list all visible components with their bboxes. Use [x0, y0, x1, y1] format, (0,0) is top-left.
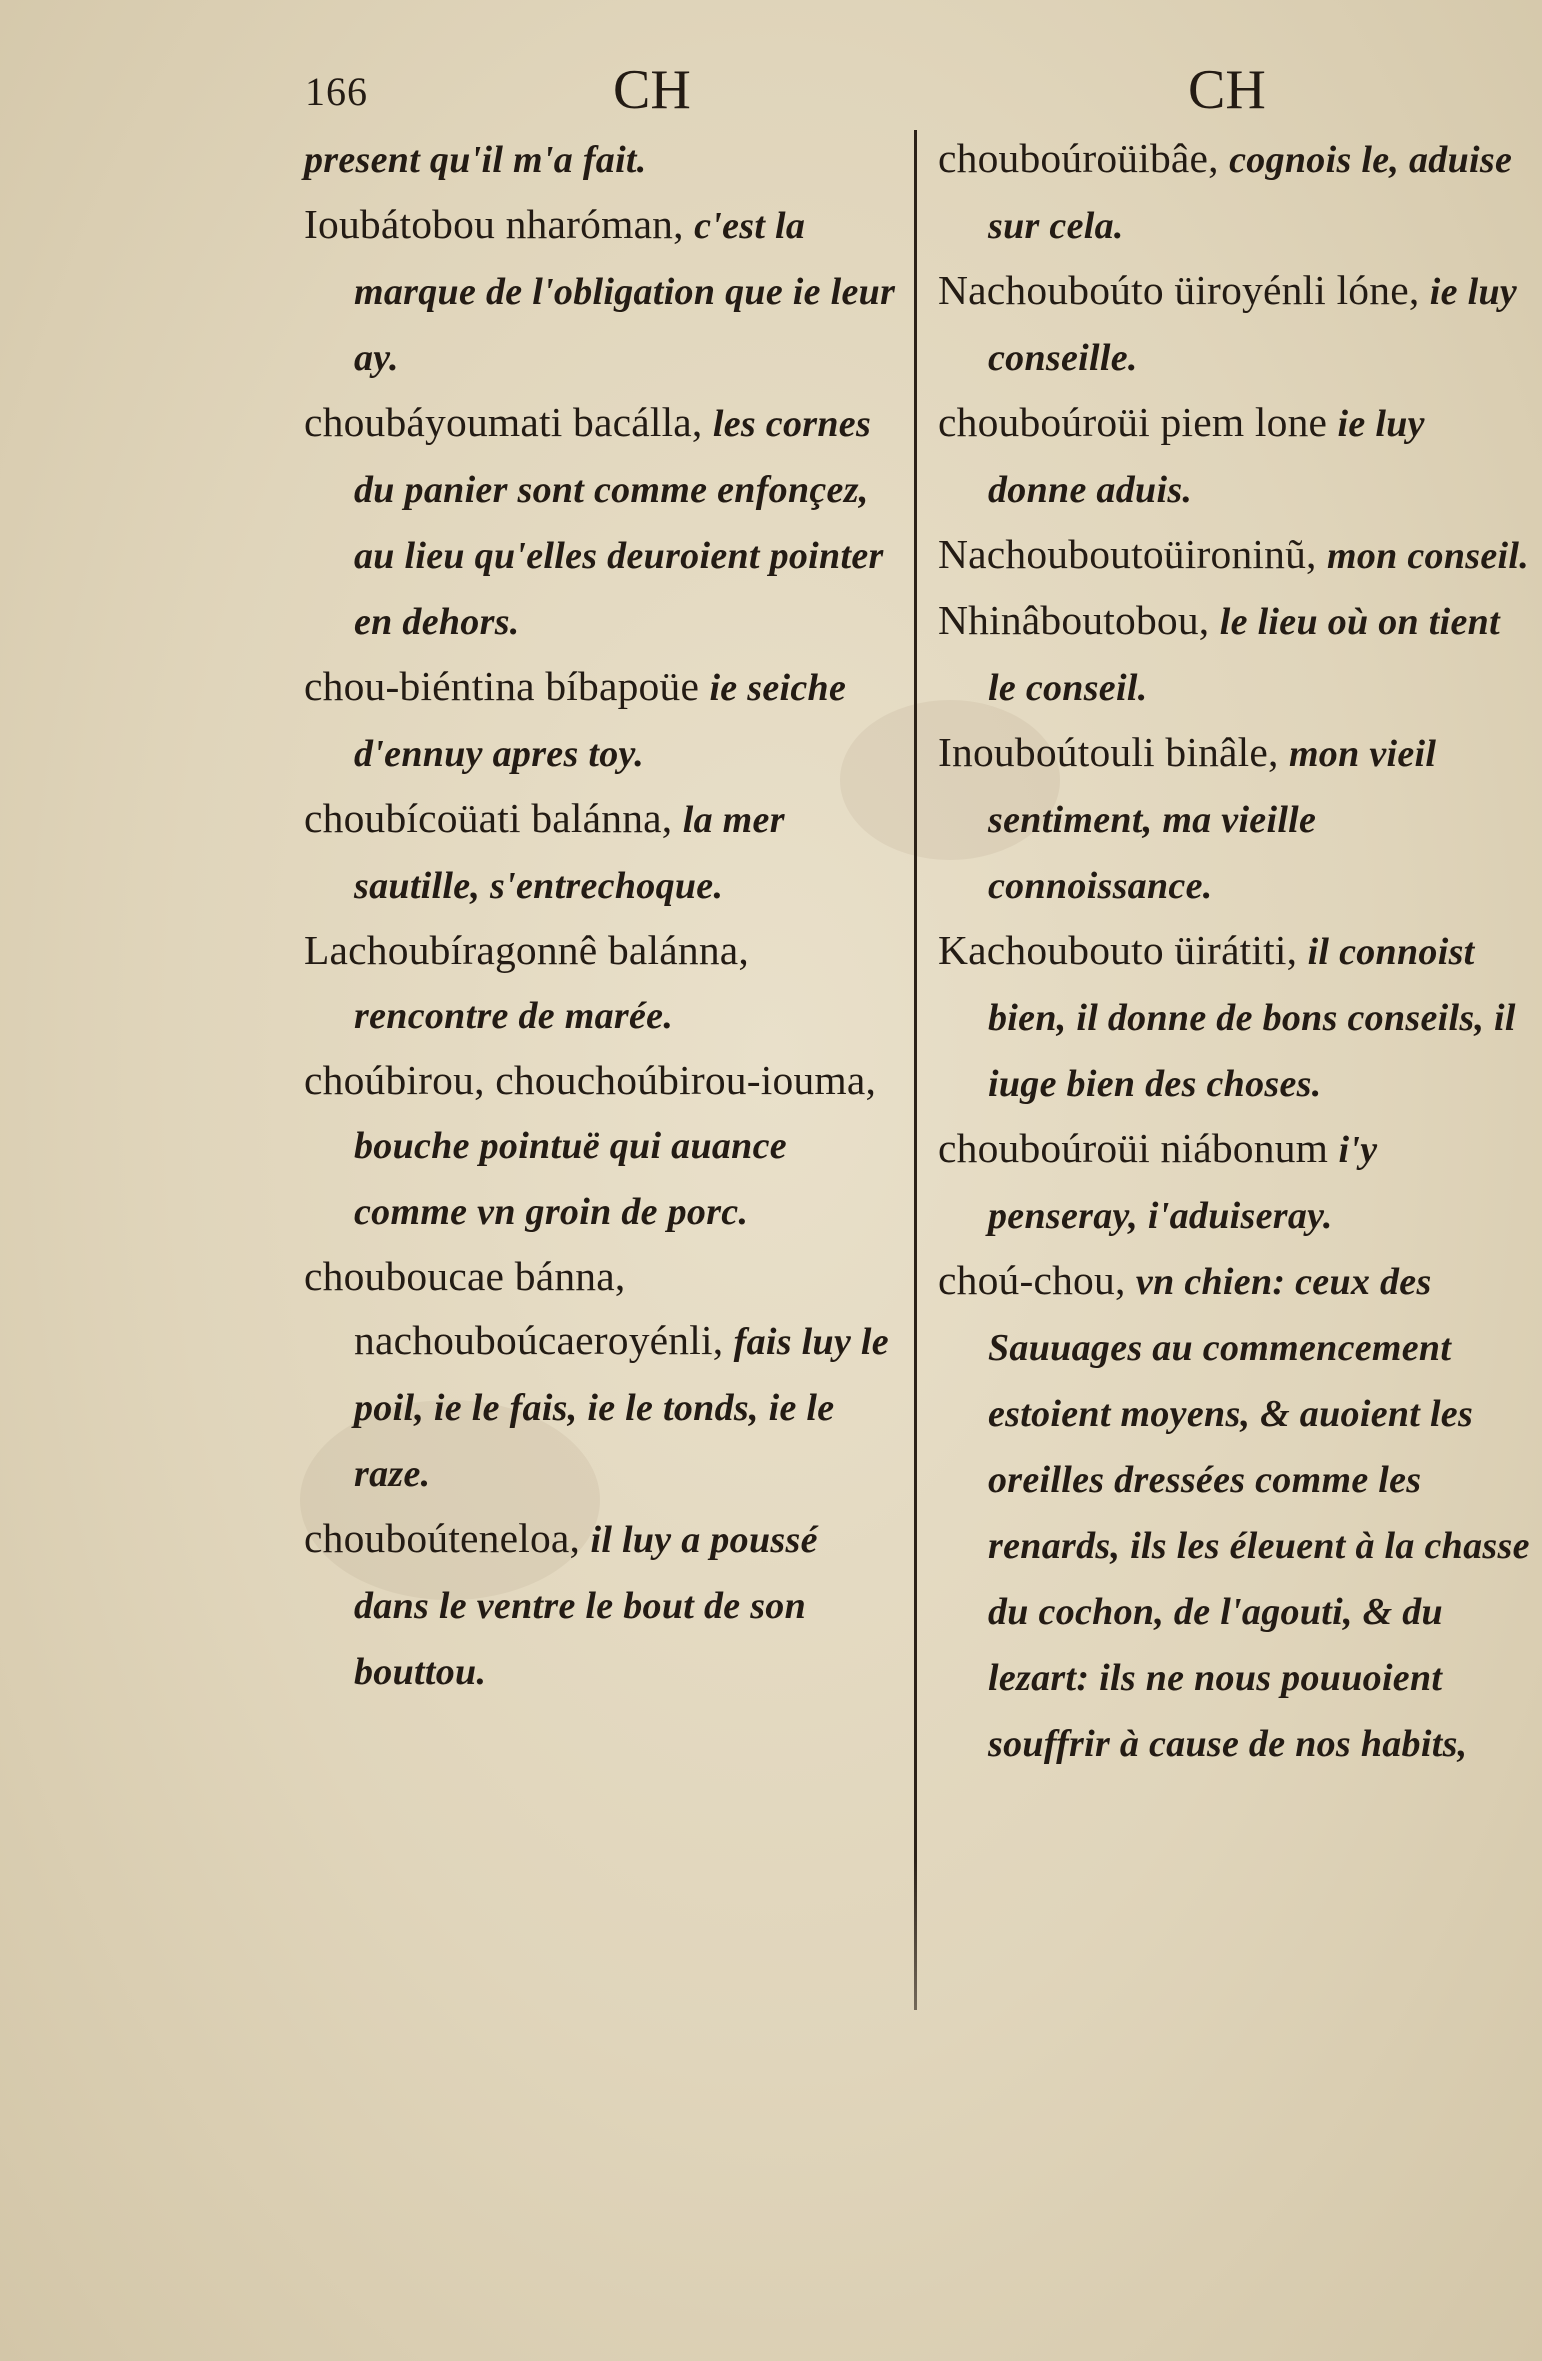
entry-headword: chouboúroüi niábonum — [938, 1125, 1329, 1171]
entry-gloss: cognois le, aduise sur cela. — [988, 139, 1513, 247]
entry-gloss: la mer sautille, s'entrechoque. — [354, 799, 785, 907]
entry-gloss: ie seiche d'ennuy apres toy. — [354, 667, 847, 775]
entry-gloss: le lieu où on tient le conseil. — [988, 601, 1500, 709]
dictionary-entry — [304, 918, 900, 1048]
running-head-left: CH — [613, 59, 691, 121]
entry-headword: Inouboútouli binâle, — [938, 729, 1279, 775]
page-header — [0, 52, 1542, 122]
dictionary-entry — [938, 1248, 1530, 1776]
entry-headword: chouboúteneloa, — [304, 1515, 581, 1561]
entry-gloss: rencontre de marée. — [354, 995, 674, 1037]
entry-gloss: present qu'il m'a fait. — [304, 139, 647, 181]
entry-headword: choubáyoumati bacálla, — [304, 399, 703, 445]
dictionary-entry — [938, 126, 1530, 258]
dictionary-entry — [304, 1506, 900, 1704]
dictionary-entry — [938, 258, 1530, 390]
page-number: 166 — [305, 69, 368, 114]
entry-gloss: les cornes du panier sont comme enfonçez, au lieu qu'elles deuroient pointer en dehors. — [354, 403, 884, 643]
entry-gloss: bouche pointuë qui auance comme vn groin de porc. — [354, 1125, 787, 1233]
dictionary-entry — [938, 522, 1530, 588]
entry-gloss: i'y penseray, i'aduiseray. — [988, 1129, 1378, 1237]
entry-gloss: c'est la marque de l'obligation que ie leur ay. — [354, 205, 896, 379]
entry-gloss: mon conseil. — [1326, 535, 1530, 577]
dictionary-entry — [938, 1116, 1530, 1248]
dictionary-entry — [304, 1244, 900, 1506]
entry-gloss: ie luy donne aduis. — [988, 403, 1425, 511]
entry-headword: Nhinâboutobou, — [938, 597, 1210, 643]
entry-headword: choubícoüati balánna, — [304, 795, 673, 841]
dictionary-entry — [938, 588, 1530, 720]
dictionary-entry — [304, 1048, 900, 1244]
dictionary-entry — [304, 654, 900, 786]
entry-headword: Nachouboutoüironinũ, — [938, 531, 1317, 577]
entry-gloss: ie luy conseille. — [988, 271, 1518, 379]
entry-gloss: il luy a poussé dans le ventre le bout de son bouttou. — [354, 1519, 818, 1693]
dictionary-entry — [304, 786, 900, 918]
entry-headword: choúbirou, chouchoúbirou-iouma, — [304, 1057, 877, 1103]
dictionary-entry — [938, 918, 1530, 1116]
entry-headword: Lachoubíragonnê balánna, — [304, 927, 749, 973]
entry-headword: chouboúroüibâe, — [938, 135, 1219, 181]
entry-headword: chouboucae bánna, nachouboúcaeroyénli, — [304, 1253, 724, 1363]
left-column — [304, 126, 900, 1704]
entry-headword: Kachoubouto üirátiti, — [938, 927, 1298, 973]
entry-headword: Nachouboúto üiroyénli lóne, — [938, 267, 1420, 313]
entry-headword: chou-biéntina bíbapoüe — [304, 663, 700, 709]
dictionary-entry — [938, 720, 1530, 918]
right-column — [938, 126, 1530, 1776]
dictionary-entry — [938, 390, 1530, 522]
running-head-right: CH — [1188, 59, 1266, 121]
dictionary-entry — [304, 192, 900, 390]
entry-headword: choú-chou, — [938, 1257, 1126, 1303]
column-divider — [914, 130, 917, 2010]
dictionary-entry — [304, 390, 900, 654]
entry-gloss: fais luy le poil, ie le fais, ie le tonds, ie le raze. — [354, 1321, 889, 1495]
entry-gloss: il connoist bien, il donne de bons conseils, il iuge bien des choses. — [988, 931, 1516, 1105]
entry-gloss: mon vieil sentiment, ma vieille connoissance. — [988, 733, 1437, 907]
dictionary-entry — [304, 126, 900, 192]
entry-headword: Ioubátobou nharóman, — [304, 201, 684, 247]
entry-headword: chouboúroüi piem lone — [938, 399, 1328, 445]
entry-gloss: vn chien: ceux des Sauuages au commencement estoient moyens, & auoient les oreilles dressées comme les renards, ils les éleuent à la chasse du cochon, de l'agouti, & du lezart: ils ne nous pouuoient souffrir à cause de nos habits, — [988, 1261, 1530, 1765]
